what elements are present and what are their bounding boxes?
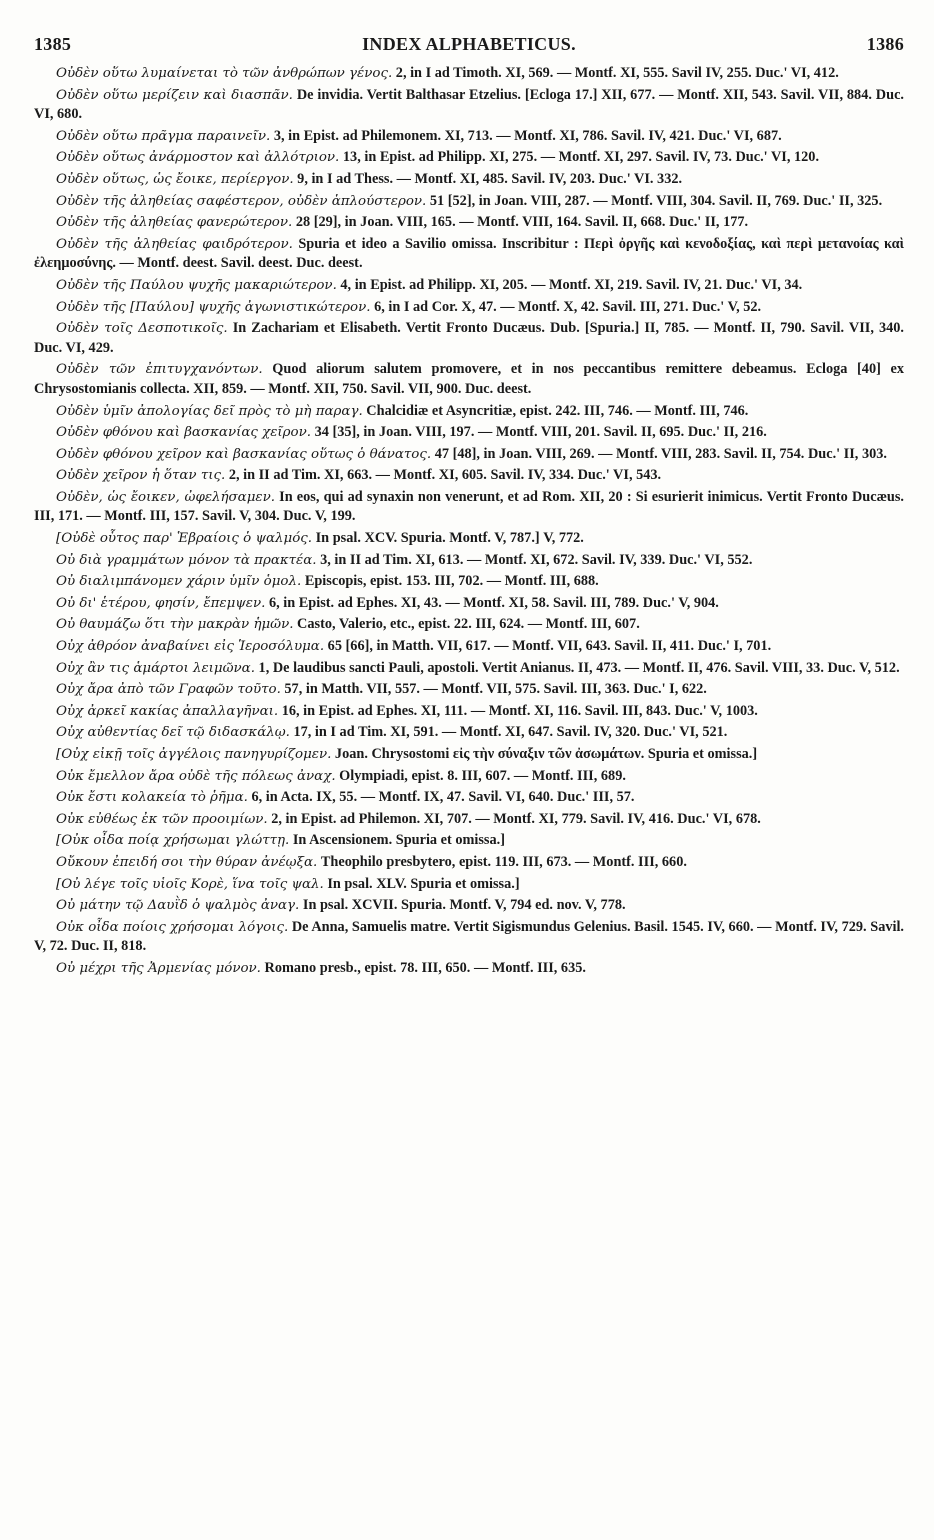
entry-incipit: Οὐ θαυμάζω ὅτι τὴν μακρὰν ἡμῶν.: [56, 617, 294, 633]
entry-incipit: [Οὐδὲ οὗτος παρ' Ἑβραίοις ὁ ψαλμός.: [56, 531, 313, 547]
entry-incipit: Οὐκ οἶδα ποίοις χρήσομαι λόγοις.: [56, 919, 289, 935]
entry-incipit: Οὐδὲν ὑμῖν ἀπολογίας δεῖ πρὸς τὸ μὴ παραγ.: [56, 403, 363, 419]
entry-incipit: Οὐκ ἔστι κολακεία τὸ ῥῆμα.: [56, 790, 248, 806]
entry-incipit: Οὐδὲν τῆς [Παύλου] ψυχῆς ἀγωνιστικώτερον.: [56, 299, 371, 315]
entry-reference: 17, in I ad Tim. XI, 591. — Montf. XI, 647. Savil. IV, 320. Duc.' VI, 521.: [289, 724, 728, 741]
index-entry: [34, 637, 904, 657]
entry-reference: In eos, qui ad synaxin non venerunt, et ad Rom. XII, 20 : Si esurierit inimicus. Vertit Fronto Ducæus. III, 171. — Montf. III, 157. Savil. V, 304. Duc. V, 199.: [34, 488, 904, 525]
index-entry: [34, 488, 904, 527]
index-entry: [34, 572, 904, 592]
entry-reference: 51 [52], in Joan. VIII, 287. — Montf. VIII, 304. Savil. II, 769. Duc.' II, 325.: [426, 192, 883, 209]
index-entry: [34, 659, 904, 679]
entry-incipit: Οὐδὲν τῆς ἀληθείας φανερώτερον.: [56, 215, 293, 231]
entry-reference: 47 [48], in Joan. VIII, 269. — Montf. VIII, 283. Savil. II, 754. Duc.' II, 303.: [431, 445, 887, 462]
entry-reference: 6, in I ad Cor. X, 47. — Montf. X, 42. Savil. III, 271. Duc.' V, 52.: [370, 298, 762, 315]
entry-reference: In psal. XCVII. Spuria. Montf. V, 794 ed. nov. V, 778.: [299, 897, 626, 914]
index-entry: [34, 445, 904, 465]
entry-incipit: Οὐ δι' ἑτέρου, φησίν, ἔπεμψεν.: [56, 595, 266, 611]
entry-reference: De Anna, Samuelis matre. Vertit Sigismundus Gelenius. Basil. 1545. IV, 660. — Montf. IV, 729. Savil. V, 72. Duc. II, 818.: [34, 918, 905, 955]
entry-reference: 16, in Epist. ad Ephes. XI, 111. — Montf. XI, 116. Savil. III, 843. Duc.' V, 1003.: [278, 702, 758, 719]
entry-incipit: Οὐδὲν φθόνου χεῖρον καὶ βασκανίας οὕτως ὁ θάνατος.: [56, 446, 432, 462]
entry-reference: 57, in Matth. VII, 557. — Montf. VII, 575. Savil. III, 363. Duc.' I, 622.: [280, 681, 707, 698]
index-entry: [34, 148, 904, 168]
index-entry: [34, 276, 904, 296]
index-entry: [34, 723, 904, 743]
index-entry: [34, 615, 904, 635]
page-header: [34, 34, 904, 58]
entry-reference: 2, in II ad Tim. XI, 663. — Montf. XI, 605. Savil. IV, 334. Duc.' VI, 543.: [225, 467, 662, 484]
index-entry: [34, 810, 904, 830]
entry-reference: Theophilo presbytero, epist. 119. III, 673. — Montf. III, 660.: [317, 853, 687, 870]
entry-reference: 4, in Epist. ad Philipp. XI, 205. — Montf. XI, 219. Savil. IV, 21. Duc.' VI, 34.: [336, 276, 803, 293]
entry-reference: Quod aliorum salutem promovere, et in nos peccantibus remittere debeamus. Ecloga [40] ex Chrysostomianis collecta. XII, 859. — Montf. XII, 750. Savil. VII, 900. Duc. deest.: [34, 361, 904, 397]
entry-reference: 3, in Epist. ad Philemonem. XI, 713. — Montf. XI, 786. Savil. IV, 421. Duc.' VI, 687.: [270, 127, 782, 144]
entry-reference: In psal. XCV. Spuria. Montf. V, 787.] V, 772.: [312, 530, 584, 547]
index-entry: [34, 702, 904, 722]
index-entry: [34, 918, 904, 957]
entry-incipit: Οὐχ ἀθρόον ἀναβαίνει εἰς Ἱεροσόλυμα.: [56, 639, 325, 655]
index-entry: [34, 466, 904, 486]
entry-reference: Episcopis, epist. 153. III, 702. — Montf. III, 688.: [301, 573, 599, 590]
entry-reference: 34 [35], in Joan. VIII, 197. — Montf. VIII, 201. Savil. II, 695. Duc.' II, 216.: [311, 424, 767, 441]
entry-reference: De invidia. Vertit Balthasar Etzelius. [Ecloga 17.] XII, 677. — Montf. XII, 543. Savil. VII, 884. Duc. VI, 680.: [34, 86, 905, 123]
entry-reference: 65 [66], in Matth. VII, 617. — Montf. VII, 643. Savil. II, 411. Duc.' I, 701.: [324, 638, 772, 655]
entry-incipit: Οὐδὲν τῶν ἐπιτυγχανόντων.: [56, 362, 263, 378]
entry-incipit: Οὐδὲν φθόνου καὶ βασκανίας χεῖρον.: [56, 425, 312, 441]
entry-reference: 9, in I ad Thess. — Montf. XI, 485. Savil. IV, 203. Duc.' VI. 332.: [293, 170, 683, 187]
entry-reference: Casto, Valerio, etc., epist. 22. III, 624. — Montf. III, 607.: [293, 616, 640, 633]
entry-incipit: Οὐδὲν τῆς ἀληθείας φαιδρότερον.: [56, 236, 293, 252]
entry-incipit: [Οὐχ εἰκῇ τοῖς ἀγγέλοις πανηγυρίζομεν.: [56, 747, 332, 762]
index-entry: [34, 594, 904, 614]
page-title: INDEX ALPHABETICUS.: [362, 34, 576, 54]
entry-incipit: Οὐδὲν τῆς Παύλου ψυχῆς μακαριώτερον.: [56, 277, 337, 293]
index-entry: [34, 170, 904, 190]
index-entry: [34, 788, 904, 808]
entry-incipit: Οὐχ ἄρα ἀπὸ τῶν Γραφῶν τοῦτο.: [56, 682, 281, 698]
index-entry: [34, 298, 904, 318]
entry-reference: 28 [29], in Joan. VIII, 165. — Montf. VIII, 164. Savil. II, 668. Duc.' II, 177.: [292, 214, 749, 231]
entry-incipit: Οὐ μέχρι τῆς Ἀρμενίας μόνον.: [56, 960, 261, 976]
entry-reference: Chalcidiæ et Asyncritiæ, epist. 242. III, 746. — Montf. III, 746.: [362, 402, 749, 419]
index-entry: [34, 680, 904, 700]
entry-reference: 6, in Epist. ad Ephes. XI, 43. — Montf. XI, 58. Savil. III, 789. Duc.' V, 904.: [265, 594, 719, 611]
entry-incipit: [Οὐκ οἶδα ποίᾳ χρήσωμαι γλώττῃ.: [56, 833, 290, 849]
entry-incipit: Οὐδὲν χεῖρον ἡ ὅταν τις.: [56, 468, 226, 484]
entry-reference: 2, in Epist. ad Philemon. XI, 707. — Montf. XI, 779. Savil. IV, 416. Duc.' VI, 678.: [267, 810, 761, 827]
entry-incipit: Οὐδὲν τῆς ἀληθείας σαφέστερον, οὐδὲν ἁπλούστερον.: [56, 193, 427, 209]
index-entry: [34, 896, 904, 916]
entry-reference: In Zachariam et Elisabeth. Vertit Fronto Ducæus. Dub. [Spuria.] II, 785. — Montf. II, 790. Savil. VII, 340. Duc. VI, 429.: [34, 320, 904, 356]
entry-incipit: Οὐ μάτην τῷ Δαυῒδ ὁ ψαλμὸς ἀναγ.: [56, 898, 300, 914]
entry-incipit: Οὐδὲν οὕτως ἀνάρμοστον καὶ ἀλλότριον.: [56, 150, 340, 166]
entry-incipit: Οὐδὲν τοῖς Δεσποτικοῖς.: [56, 321, 228, 337]
index-entry: [34, 64, 904, 84]
entry-incipit: Οὐκ ἔμελλον ἄρα οὐδὲ τῆς πόλεως ἀναχ.: [56, 768, 336, 784]
entry-incipit: Οὐχ ἀρκεῖ κακίας ἀπαλλαγῆναι.: [56, 703, 279, 719]
entry-reference: Olympiadi, epist. 8. III, 607. — Montf. III, 689.: [335, 767, 626, 784]
entry-incipit: [Οὐ λέγε τοῖς υἱοῖς Κορὲ, ἵνα τοῖς ψαλ.: [56, 876, 324, 892]
entry-incipit: Οὐ διὰ γραμμάτων μόνον τὰ πρακτέα.: [56, 552, 317, 568]
index-entry: [34, 959, 904, 979]
index-entry: [34, 767, 904, 787]
entry-reference: 1, De laudibus sancti Pauli, apostoli. Vertit Anianus. II, 473. — Montf. II, 476. Savil. VIII, 33. Duc. V, 512.: [254, 659, 900, 676]
entry-incipit: Οὔκουν ἐπειδή σοι τὴν θύραν ἀνέῳξα.: [56, 854, 318, 870]
entry-reference: Spuria et ideo a Savilio omissa. Inscribitur : Περὶ ὀργῆς καὶ κενοδοξίας, καὶ περὶ μετανοίας καὶ ἐλεημοσύνης. — Montf. deest. Savil. deest. Duc. deest.: [34, 235, 904, 272]
index-entry: [34, 319, 904, 358]
entry-incipit: Οὐδὲν οὕτως, ὡς ἔοικε, περίεργον.: [56, 171, 294, 187]
entry-incipit: Οὐδὲν οὕτω λυμαίνεται τὸ τῶν ἀνθρώπων γένος.: [56, 66, 393, 81]
entry-reference: 6, in Acta. IX, 55. — Montf. IX, 47. Savil. VI, 640. Duc.' III, 57.: [247, 789, 635, 806]
index-entry: [34, 213, 904, 233]
index-entry: [34, 402, 904, 422]
index-entry: [34, 745, 904, 765]
left-column-number: 1385: [34, 34, 72, 54]
index-entry: [34, 853, 904, 873]
index-entry: [34, 192, 904, 212]
entry-reference: In psal. XLV. Spuria et omissa.]: [323, 875, 520, 892]
entry-reference: Romano presb., epist. 78. III, 650. — Montf. III, 635.: [260, 959, 586, 976]
entry-reference: 13, in Epist. ad Philipp. XI, 275. — Montf. XI, 297. Savil. IV, 73. Duc.' VI, 120.: [339, 149, 820, 166]
index-entry: [34, 127, 904, 147]
index-entry: [34, 875, 904, 895]
entry-reference: 2, in I ad Timoth. XI, 569. — Montf. XI, 555. Savil IV, 255. Duc.' VI, 412.: [392, 65, 839, 81]
entry-incipit: Οὐχ αὐθεντίας δεῖ τῷ διδασκάλῳ.: [56, 725, 290, 741]
entry-incipit: Οὐκ εὐθέως ἐκ τῶν προοιμίων.: [56, 811, 268, 827]
entry-reference: In Ascensionem. Spuria et omissa.]: [289, 832, 505, 849]
index-entry: [34, 360, 904, 399]
index-entries: [34, 64, 904, 981]
index-entry: [34, 235, 904, 274]
index-entry: [34, 831, 904, 851]
entry-incipit: Οὐδὲν, ὡς ἔοικεν, ὠφελήσαμεν.: [56, 489, 275, 505]
entry-reference: 3, in II ad Tim. XI, 613. — Montf. XI, 672. Savil. IV, 339. Duc.' VI, 552.: [316, 551, 753, 568]
right-column-number: 1386: [866, 34, 904, 54]
index-entry: [34, 86, 904, 125]
entry-incipit: Οὐχ ἂν τις ἁμάρτοι λειμῶνα.: [56, 660, 255, 676]
index-entry: [34, 423, 904, 443]
index-entry: [34, 551, 904, 571]
entry-incipit: Οὐ διαλιμπάνομεν χάριν ὑμῖν ὁμολ.: [56, 574, 302, 590]
entry-incipit: Οὐδὲν οὕτω μερίζειν καὶ διασπᾶν.: [56, 87, 293, 103]
index-entry: [34, 529, 904, 549]
entry-reference: Joan. Chrysostomi εἰς τὴν σύναξιν τῶν ἀσωμάτων. Spuria et omissa.]: [331, 746, 758, 762]
entry-incipit: Οὐδὲν οὕτω πρᾶγμα παραινεῖν.: [56, 128, 271, 144]
